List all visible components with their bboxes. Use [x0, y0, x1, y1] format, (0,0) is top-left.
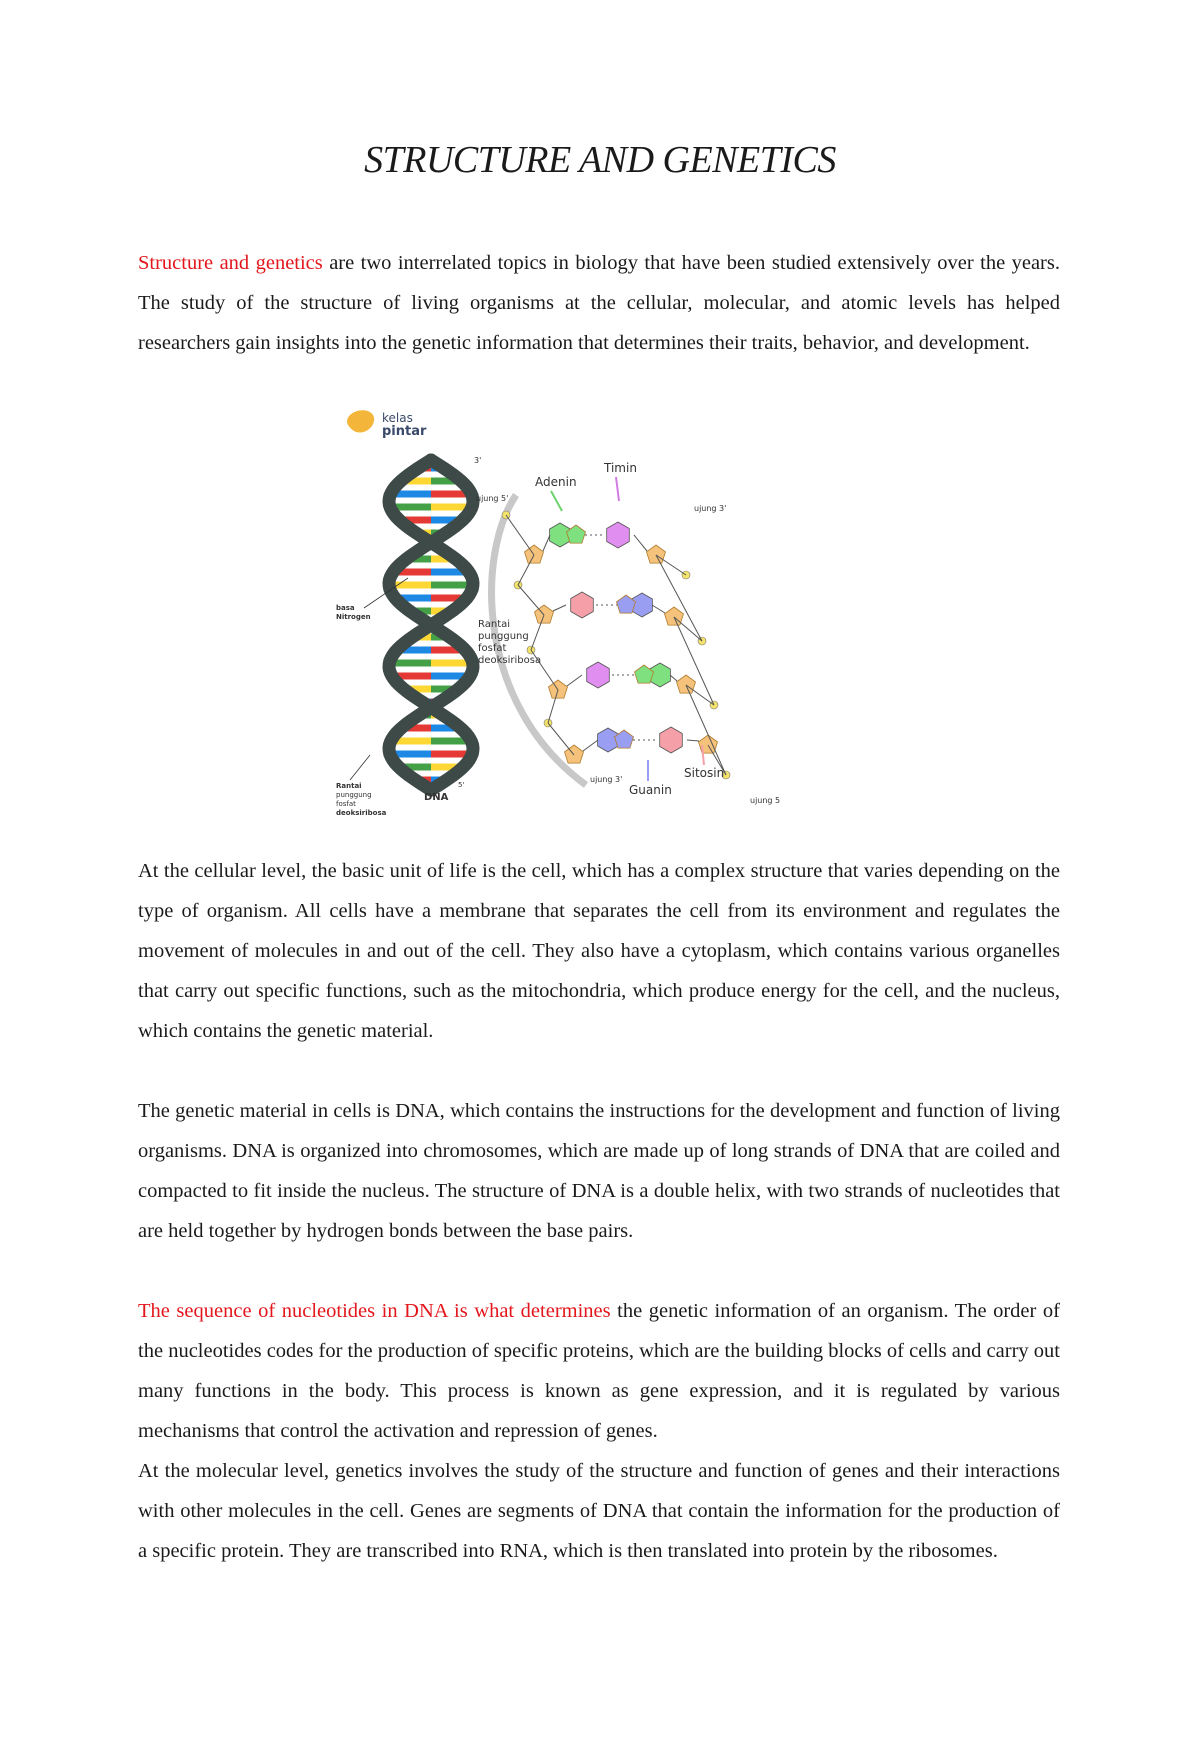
- glycosidic-bond: [553, 605, 566, 611]
- paragraph-molecular: [138, 1451, 1060, 1571]
- pyrimidine-base: [571, 592, 594, 618]
- helix-bottom-5: 5': [458, 781, 465, 789]
- logo-line2: pintar: [382, 424, 427, 439]
- glycosidic-bond: [567, 675, 582, 686]
- ujung3-bottom: ujung 3': [590, 775, 623, 784]
- pyrimidine-base: [660, 727, 683, 753]
- glycosidic-bond: [670, 675, 677, 681]
- glycosidic-bond: [583, 740, 598, 751]
- pyrimidine-base: [607, 522, 630, 548]
- helix-left-label-1: basa: [336, 604, 355, 612]
- guanin-label: Guanin: [629, 783, 672, 797]
- backbone-bond: [674, 617, 702, 641]
- helix-bottom-label-3: fosfat: [336, 800, 356, 808]
- ujung5-top: ujung 5': [476, 494, 509, 503]
- sugar-ring: [549, 680, 568, 698]
- intro-text: are two interrelated topics in biology that have been studied extensively over the years. The study of the structure of living organisms at the cellular, molecular, and atomic levels has helped researchers gain insights into the genetic information that determines their traits, behavior, and development.: [138, 252, 1060, 354]
- backbone-bond: [506, 515, 534, 555]
- sugar-ring: [677, 675, 696, 693]
- backbone-bond: [686, 685, 726, 775]
- glycosidic-bond: [634, 535, 647, 551]
- double-helix: [389, 460, 473, 790]
- dna-label: DNA: [424, 792, 449, 803]
- paragraph-1-text: At the cellular level, the basic unit of life is the cell, which has a complex structure that varies depending on the type of organism. All cells have a membrane that separates the cell from its environment and regulates the movement of molecules in and out of the cell. They also have a cytoplasm, which contains various organelles that carry out specific functions, such as the mitochondria, which produce energy for the cell, and the nucleus, which contains the genetic material.: [138, 860, 1060, 1042]
- paragraph-3-highlight: The sequence of nucleotides in DNA is what determines: [138, 1300, 611, 1322]
- backbone-label-3: fosfat: [478, 643, 507, 654]
- intro-paragraph: [138, 243, 1060, 363]
- glycosidic-bond: [652, 605, 665, 613]
- sugar-ring: [647, 545, 666, 563]
- adenin-label: Adenin: [535, 475, 577, 489]
- sugar-ring: [525, 545, 544, 563]
- ujung3-top: ujung 3': [694, 504, 727, 513]
- dna-illustration: [336, 405, 836, 825]
- purine-base: [615, 730, 634, 748]
- ujung5-bottom: ujung 5: [750, 796, 781, 805]
- paragraph-3-text: the genetic information of an organism. The order of the nucleotides codes for the production of specific proteins, which are the building blocks of cells and carry out many functions in the body. This process is known as gene expression, and it is regulated by various mechanisms that control the activation and repression of genes.: [138, 1300, 1061, 1442]
- glycosidic-bond: [543, 535, 550, 551]
- helix-top-label: 3': [474, 456, 482, 465]
- backbone-label-1: Rantai: [478, 619, 511, 630]
- backbone-label-4: deoksiribosa: [478, 655, 542, 666]
- sugar-ring: [565, 745, 584, 763]
- helix-bottom-label-1: Rantai: [336, 782, 362, 790]
- paragraph-2-text: The genetic material in cells is DNA, which contains the instructions for the development and function of living organisms. DNA is organized into chromosomes, which are made up of long strands of DNA that are coiled and compacted to fit inside the nucleus. The structure of DNA is a double helix, with two strands of nucleotides that are held together by hydrogen bonds between the base pairs.: [138, 1100, 1060, 1242]
- timin-label: Timin: [604, 461, 637, 475]
- paragraph-4-text: At the molecular level, genetics involves the study of the structure and function of genes and their interactions with other molecules in the cell. Genes are segments of DNA that contain the information for the production of a specific protein. They are transcribed into RNA, which is then translated into protein by the ribosomes.: [138, 1460, 1060, 1562]
- backbone-label-2: punggung: [478, 631, 529, 642]
- helix-bottom-label-4: deoksiribosa: [336, 809, 387, 817]
- page-title: STRUCTURE AND GENETICS: [364, 139, 836, 181]
- backbone-bond: [518, 585, 544, 615]
- glycosidic-bond: [687, 740, 699, 741]
- paragraph-sequence: [138, 1291, 1060, 1451]
- backbone-bond: [656, 555, 686, 575]
- backbone-bond: [518, 555, 534, 585]
- kelas-pintar-logo: [347, 410, 427, 439]
- purine-base: [635, 665, 654, 683]
- helix-bottom-label-2: punggung: [336, 791, 372, 799]
- pyrimidine-base: [587, 662, 610, 688]
- logo-line1: kelas: [382, 411, 413, 425]
- sitosin-label: Sitosin: [684, 766, 725, 780]
- dna-figure: [336, 405, 836, 825]
- paragraph-genetic-material: [138, 1091, 1060, 1251]
- intro-highlight: Structure and genetics: [138, 252, 323, 274]
- paragraph-cellular: [138, 851, 1060, 1051]
- purine-base: [567, 525, 586, 543]
- purine-base: [617, 595, 636, 613]
- helix-left-label-2: Nitrogen: [336, 613, 371, 621]
